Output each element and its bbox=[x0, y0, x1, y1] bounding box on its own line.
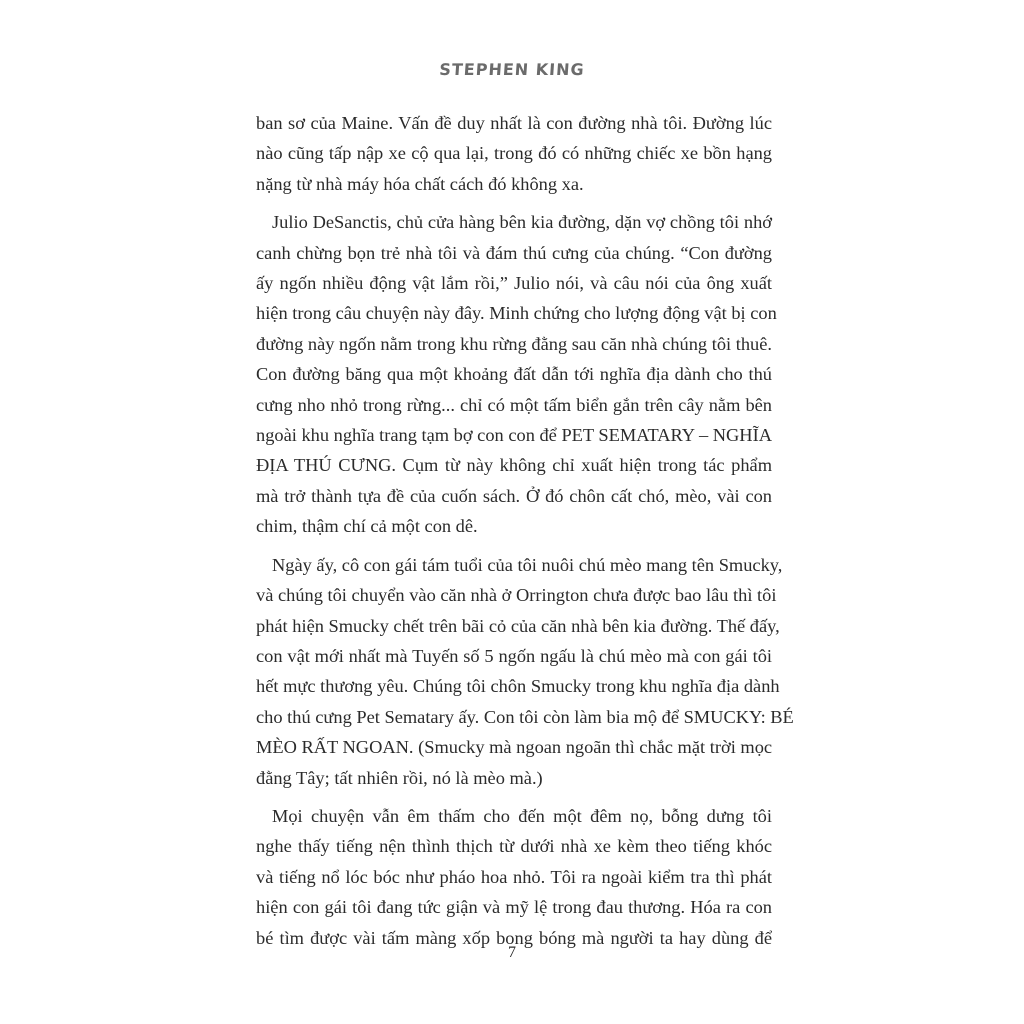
text-line: mà trở thành tựa đề của cuốn sách. Ở đó chôn cất chó, mèo, vài con bbox=[256, 485, 772, 506]
text-line: nặng từ nhà máy hóa chất cách đó không xa. bbox=[256, 173, 584, 194]
text-line: ban sơ của Maine. Vấn đề duy nhất là con đường nhà tôi. Đường lúc bbox=[256, 113, 772, 133]
text-line: hết mực thương yêu. Chúng tôi chôn Smucky trong khu nghĩa địa dành bbox=[256, 676, 780, 697]
text-line: ĐỊA THÚ CƯNG. Cụm từ này không chỉ xuất hiện trong tác phẩm bbox=[256, 455, 772, 476]
text-line: đằng Tây; tất nhiên rồi, nó là mèo mà.) bbox=[256, 767, 543, 788]
text-line: nghe thấy tiếng nện thình thịch từ dưới nhà xe kèm theo tiếng khóc bbox=[256, 836, 772, 857]
text-line: bé tìm được vài tấm màng xốp bong bóng mà người ta hay dùng để bbox=[256, 927, 772, 948]
text-line: chim, thậm chí cả một con dê. bbox=[256, 516, 478, 537]
text-line: đường này ngốn nằm trong khu rừng đằng sau căn nhà chúng tôi thuê. bbox=[256, 333, 772, 354]
text-line: và chúng tôi chuyển vào căn nhà ở Orrington chưa được bao lâu thì tôi bbox=[256, 585, 777, 606]
text-line: Mọi chuyện vẫn êm thấm cho đến một đêm nọ, bỗng dưng tôi bbox=[272, 805, 772, 826]
text-line: ngoài khu nghĩa trang tạm bợ con con để PET SEMATARY – NGHĨA bbox=[256, 425, 772, 446]
paragraph-2 bbox=[256, 207, 777, 541]
text-line: Julio DeSanctis, chủ cửa hàng bên kia đường, dặn vợ chồng tôi nhớ bbox=[272, 212, 772, 233]
text-line: hiện con gái tôi đang tức giận và mỹ lệ trong đau thương. Hóa ra con bbox=[256, 897, 772, 918]
text-line: cho thú cưng Pet Sematary ấy. Con tôi còn làm bia mộ để SMUCKY: BÉ bbox=[256, 706, 794, 727]
text-line: hiện trong câu chuyện này đây. Minh chứng cho lượng động vật bị con bbox=[256, 303, 777, 324]
paragraph-3 bbox=[256, 550, 794, 793]
text-line: nào cũng tấp nập xe cộ qua lại, trong đó có những chiếc xe bồn hạng bbox=[256, 143, 772, 164]
page-number: 7 bbox=[508, 944, 516, 961]
text-line: MÈO RẤT NGOAN. (Smucky mà ngoan ngoãn thì chắc mặt trời mọc bbox=[256, 737, 773, 758]
text-line: canh chừng bọn trẻ nhà tôi và đám thú cưng của chúng. “Con đường bbox=[256, 242, 772, 263]
text-line: phát hiện Smucky chết trên bãi cỏ của căn nhà bên kia đường. Thế đấy, bbox=[256, 615, 780, 636]
text-line: và tiếng nổ lóc bóc như pháo hoa nhỏ. Tôi ra ngoài kiểm tra thì phát bbox=[256, 866, 772, 887]
text-line: cưng nho nhỏ trong rừng... chỉ có một tấm biển gắn trên cây nằm bên bbox=[256, 394, 772, 415]
paragraph-4 bbox=[256, 801, 772, 953]
running-head: STEPHEN KING bbox=[438, 60, 586, 79]
paragraph-1 bbox=[256, 108, 772, 199]
body-text bbox=[256, 108, 794, 953]
text-line: con vật mới nhất mà Tuyến số 5 ngốn ngấu là chú mèo mà con gái tôi bbox=[256, 645, 772, 666]
text-line: ấy ngốn nhiều động vật lắm rồi,” Julio nói, và câu nói của ông xuất bbox=[256, 273, 772, 294]
text-line: Con đường băng qua một khoảng đất dẫn tới nghĩa địa dành cho thú bbox=[256, 364, 772, 385]
text-line: Ngày ấy, cô con gái tám tuổi của tôi nuôi chú mèo mang tên Smucky, bbox=[272, 554, 783, 575]
